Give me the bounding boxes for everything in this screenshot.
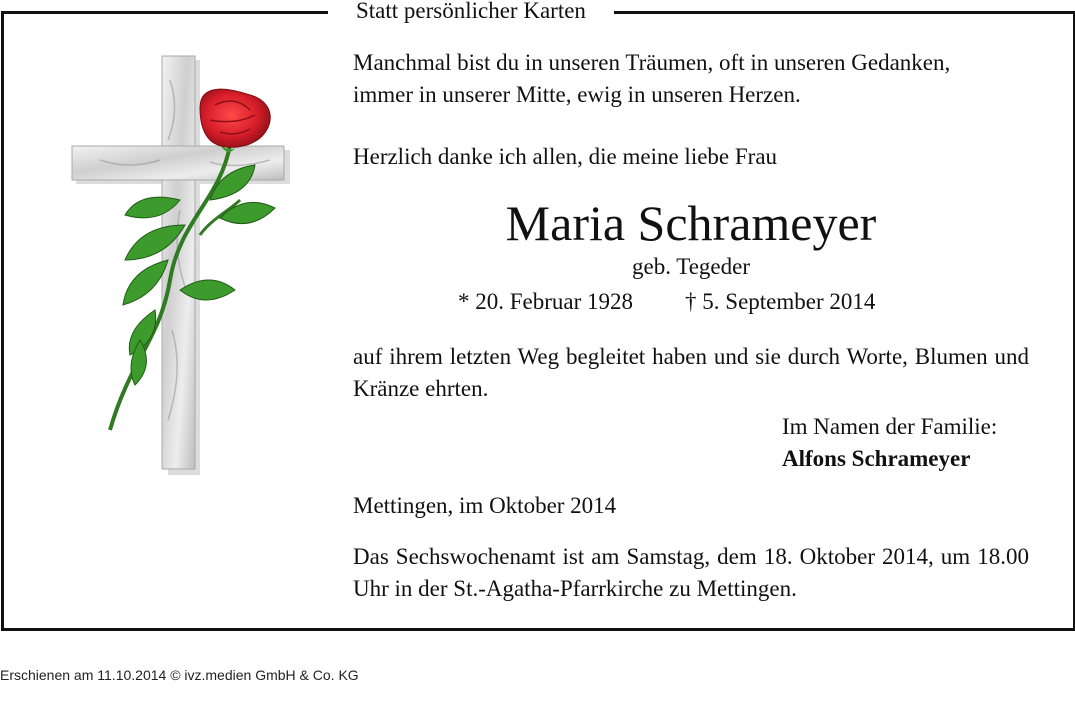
life-dates <box>458 287 875 317</box>
maiden-name: geb. Tegeder <box>631 254 751 279</box>
gratitude-paragraph: auf ihrem letzten Weg begleitet haben und sie durch Worte, Blumen und Kränze ehrten. <box>353 344 1029 401</box>
publication-footer: Erschienen am 11.10.2014 © ivz.medien GmbH & Co. KG <box>0 667 359 683</box>
intro-line-2: immer in unserer Mitte, ewig in unseren Herzen. <box>353 82 801 107</box>
header-title: Statt persönlicher Karten <box>328 0 614 24</box>
birth-date: * 20. Februar 1928 <box>458 289 634 314</box>
signature-name: Alfons Schrameyer <box>782 446 971 471</box>
service-paragraph: Das Sechswochenamt ist am Samstag, dem 18. Oktober 2014, um 18.00 Uhr in der St.-Agatha-Pfarrkirche zu Mettingen. <box>353 544 1029 601</box>
thanks-line: Herzlich danke ich allen, die meine liebe Frau <box>353 144 778 169</box>
cross-with-rose-icon <box>60 50 290 475</box>
signature-label: Im Namen der Familie: <box>782 414 998 439</box>
intro-line-1: Manchmal bist du in unseren Träumen, oft in unseren Gedanken, <box>353 50 951 75</box>
deceased-name: Maria Schrameyer <box>505 195 877 251</box>
place-date: Mettingen, im Oktober 2014 <box>353 493 617 518</box>
death-date: † 5. September 2014 <box>685 289 876 314</box>
